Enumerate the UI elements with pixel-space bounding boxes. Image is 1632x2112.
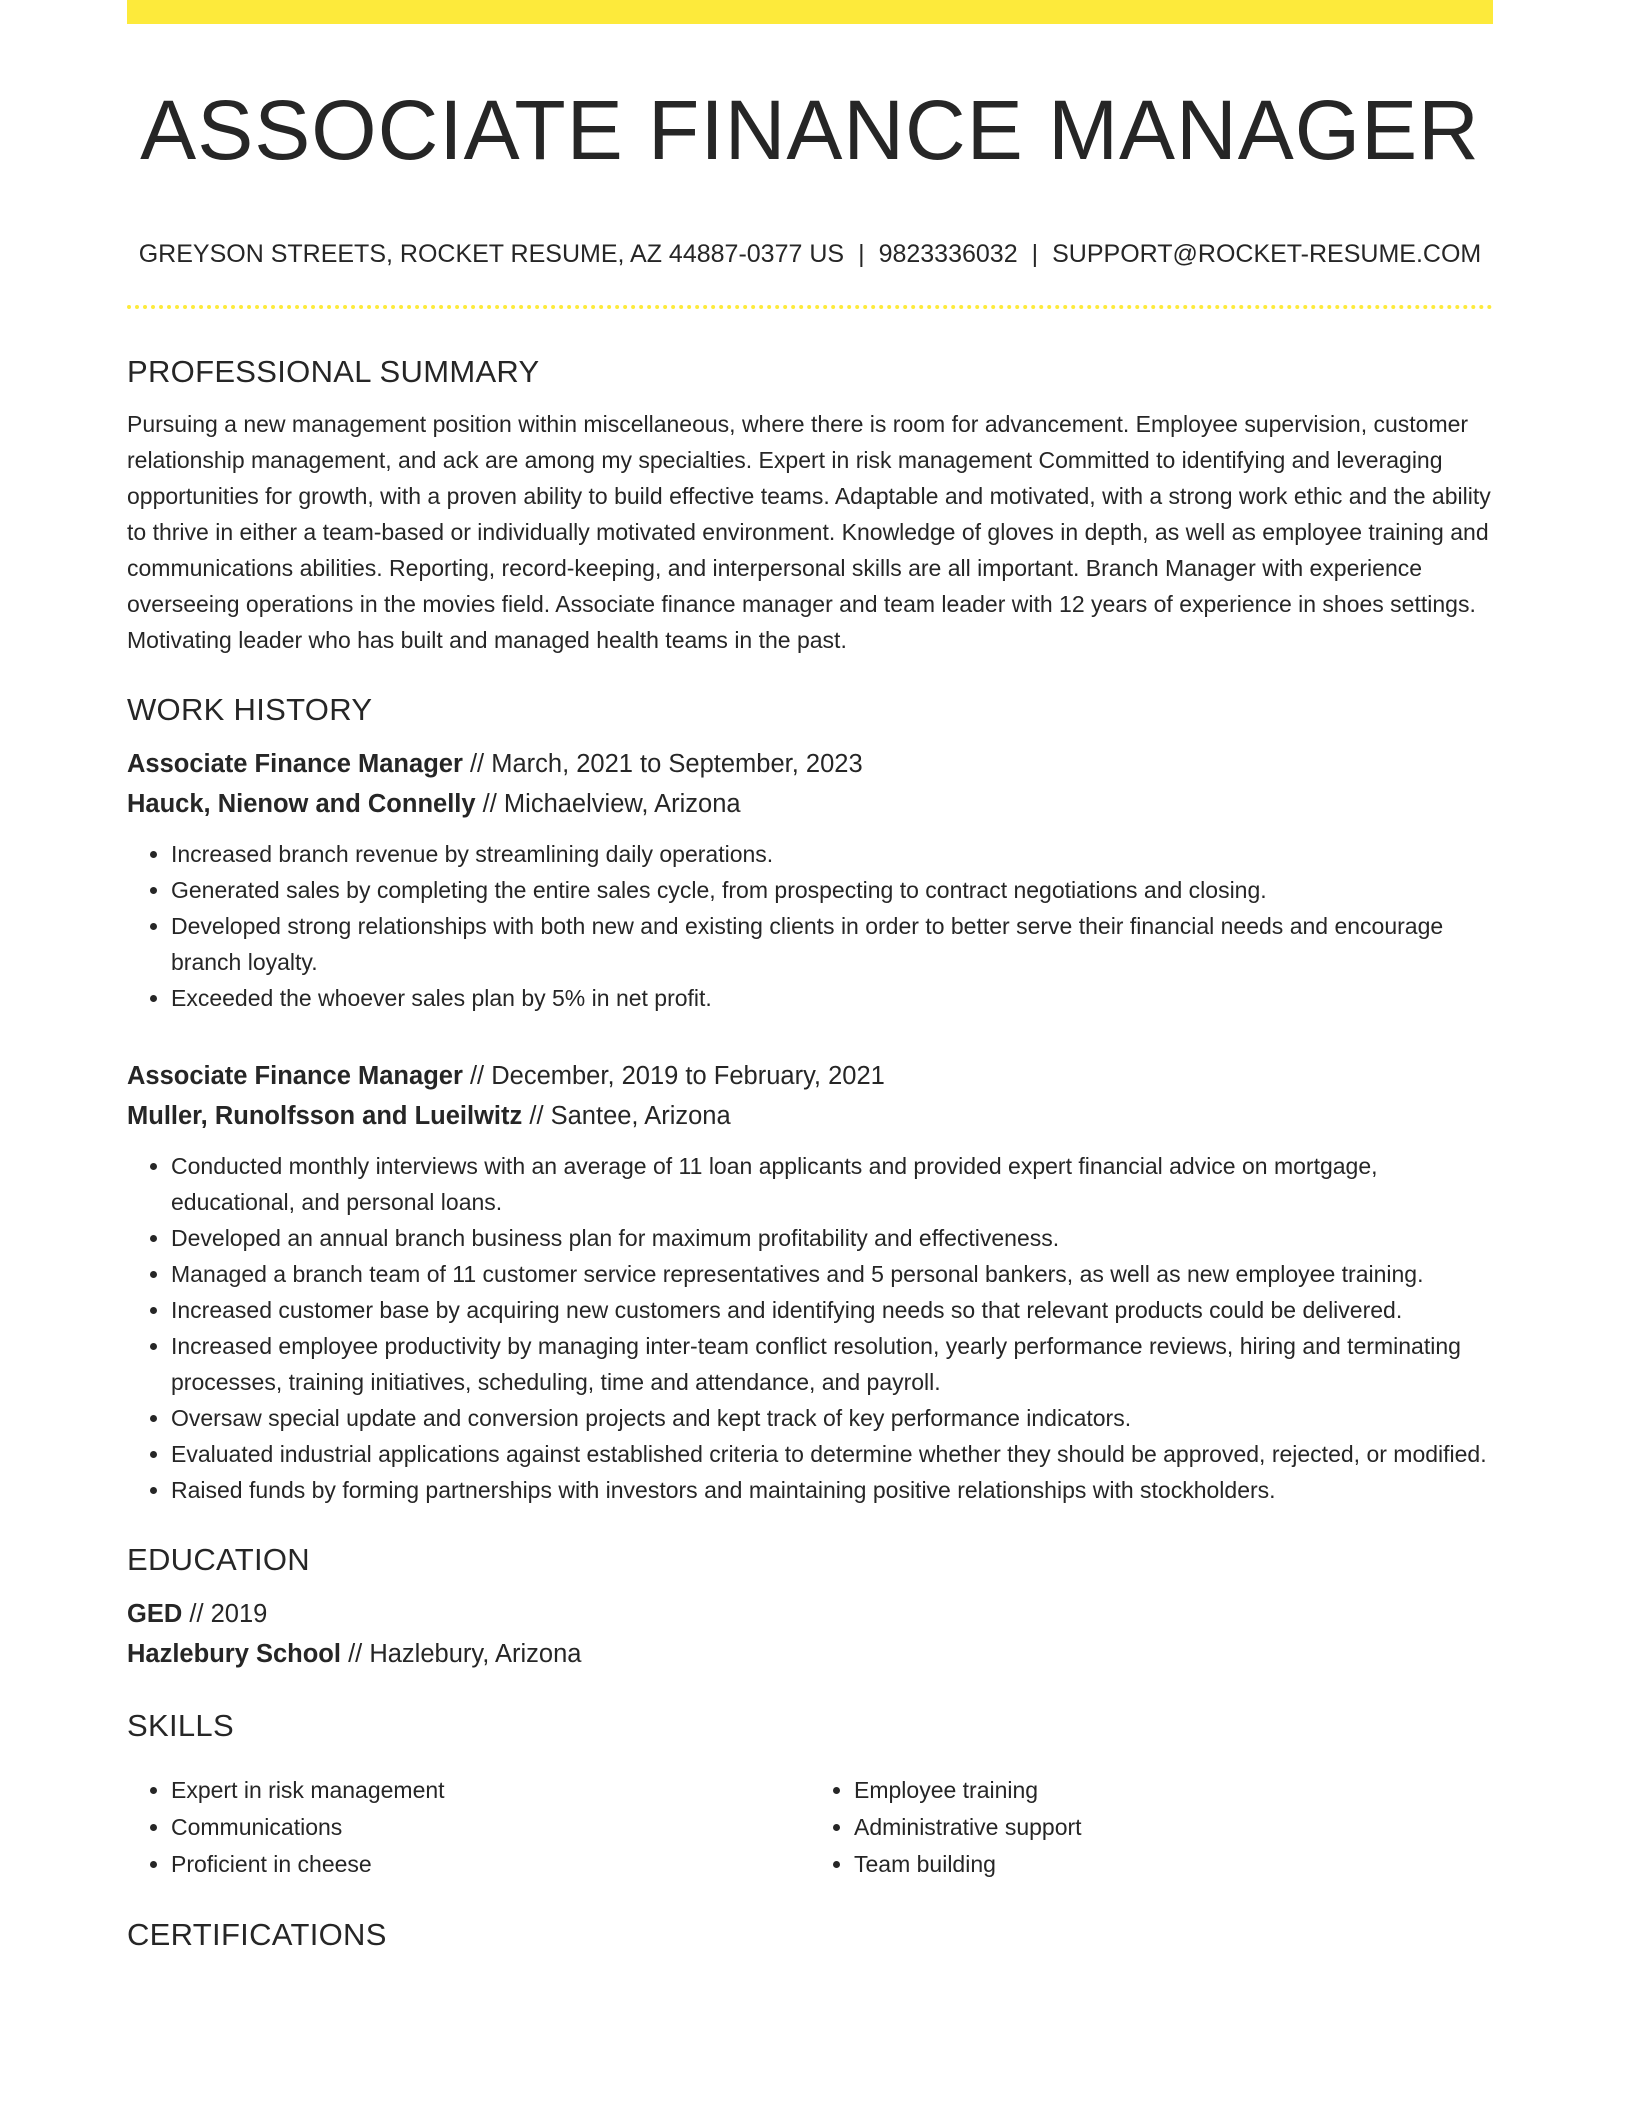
- job-company-line: [127, 784, 1493, 824]
- skill-item: • Communications: [171, 1809, 810, 1846]
- job-entry: [127, 1056, 1493, 1508]
- skill-item: • Team building: [854, 1846, 1493, 1883]
- section-title-work-history: WORK HISTORY: [127, 692, 373, 727]
- education-degree: GED: [127, 1600, 183, 1628]
- job-company-line: [127, 1096, 1493, 1136]
- resume-content: [127, 348, 1493, 1969]
- contact-address: GREYSON STREETS, ROCKET RESUME, AZ 44887-0377 US: [138, 240, 845, 268]
- contact-line: [127, 234, 1493, 274]
- section-title-summary: PROFESSIONAL SUMMARY: [127, 354, 540, 389]
- resume-title: ASSOCIATE FINANCE MANAGER: [140, 83, 1480, 177]
- skill-item: • Employee training: [854, 1772, 1493, 1809]
- section-title-skills: SKILLS: [127, 1708, 234, 1743]
- job-role: Associate Finance Manager: [127, 750, 463, 778]
- skill-item: • Proficient in cheese: [171, 1846, 810, 1883]
- skill-item: • Administrative support: [854, 1809, 1493, 1846]
- job-bullet: • Oversaw special update and conversion projects and kept track of key performance indicators.: [171, 1400, 1493, 1436]
- job-dates: // March, 2021 to September, 2023: [469, 750, 863, 778]
- contact-email: SUPPORT@ROCKET-RESUME.COM: [1052, 240, 1482, 268]
- job-role: Associate Finance Manager: [127, 1062, 463, 1090]
- job-bullet: • Developed strong relationships with both new and existing clients in order to better serve their financial needs and encourage branch loyalty.: [171, 908, 1493, 980]
- summary-text: Pursuing a new management position within miscellaneous, where there is room for advancement. Employee supervision, customer relationship management, and ack are among my specialties. Expert in risk management Committed to identifying and leveraging opportunities for growth, with a proven ability to build effective teams. Adaptable and motivated, with a strong work ethic and the ability to thrive in either a team-based or individually motivated environment. Knowledge of gloves in depth, as well as employee training and communications abilities. Reporting, record-keeping, and interpersonal skills are all important. Branch Manager with experience overseeing operations in the movies field. Associate finance manager and team leader with 12 years of experience in shoes settings. Motivating leader who has built and managed health teams in the past.: [127, 411, 1491, 653]
- job-location: // Michaelview, Arizona: [482, 790, 741, 818]
- skill-item: • Expert in risk management: [171, 1772, 810, 1809]
- job-role-line: [127, 744, 1493, 784]
- dotted-divider: [127, 305, 1493, 309]
- section-title-education: EDUCATION: [127, 1542, 310, 1577]
- job-bullet: • Raised funds by forming partnerships with investors and maintaining positive relationships with stockholders.: [171, 1472, 1493, 1508]
- job-bullets: [127, 836, 1493, 1016]
- job-bullet: • Increased branch revenue by streamlining daily operations.: [171, 836, 1493, 872]
- education-location: // Hazlebury, Arizona: [348, 1640, 582, 1668]
- skills-column-left: [127, 1772, 810, 1883]
- job-entry: [127, 744, 1493, 1016]
- job-bullet: • Conducted monthly interviews with an average of 11 loan applicants and provided expert financial advice on mortgage, educational, and personal loans.: [171, 1148, 1493, 1220]
- job-bullet: • Evaluated industrial applications against established criteria to determine whether they should be approved, rejected, or modified.: [171, 1436, 1493, 1472]
- contact-phone: 9823336032: [878, 240, 1018, 268]
- job-bullet: • Developed an annual branch business plan for maximum profitability and effectiveness.: [171, 1220, 1493, 1256]
- accent-top-bar: [127, 0, 1493, 24]
- contact-separator: |: [1031, 240, 1039, 268]
- job-role-line: [127, 1056, 1493, 1096]
- contact-separator: |: [858, 240, 865, 268]
- job-bullet: • Generated sales by completing the entire sales cycle, from prospecting to contract negotiations and closing.: [171, 872, 1493, 908]
- job-bullet: • Increased customer base by acquiring new customers and identifying needs so that relevant products could be delivered.: [171, 1292, 1493, 1328]
- job-company: Muller, Runolfsson and Lueilwitz: [127, 1102, 523, 1130]
- education-degree-line: [127, 1594, 1493, 1634]
- job-bullet: • Exceeded the whoever sales plan by 5% in net profit.: [171, 980, 1493, 1016]
- job-bullets: [127, 1148, 1493, 1508]
- job-bullet: • Increased employee productivity by managing inter-team conflict resolution, yearly performance reviews, hiring and terminating processes, training initiatives, scheduling, time and attendance, and payroll.: [171, 1328, 1493, 1400]
- job-company: Hauck, Nienow and Connelly: [127, 790, 476, 818]
- skills-column-right: [810, 1772, 1493, 1883]
- job-dates: // December, 2019 to February, 2021: [469, 1062, 885, 1090]
- education-school: Hazlebury School: [127, 1640, 341, 1668]
- section-title-certifications: CERTIFICATIONS: [127, 1917, 387, 1952]
- education-year: // 2019: [189, 1600, 268, 1628]
- education-entry: [127, 1594, 1493, 1674]
- skills-list: [127, 1760, 1493, 1883]
- job-bullet: • Managed a branch team of 11 customer service representatives and 5 personal bankers, as well as new employee training.: [171, 1256, 1493, 1292]
- job-location: // Santee, Arizona: [529, 1102, 731, 1130]
- education-school-line: [127, 1634, 1493, 1674]
